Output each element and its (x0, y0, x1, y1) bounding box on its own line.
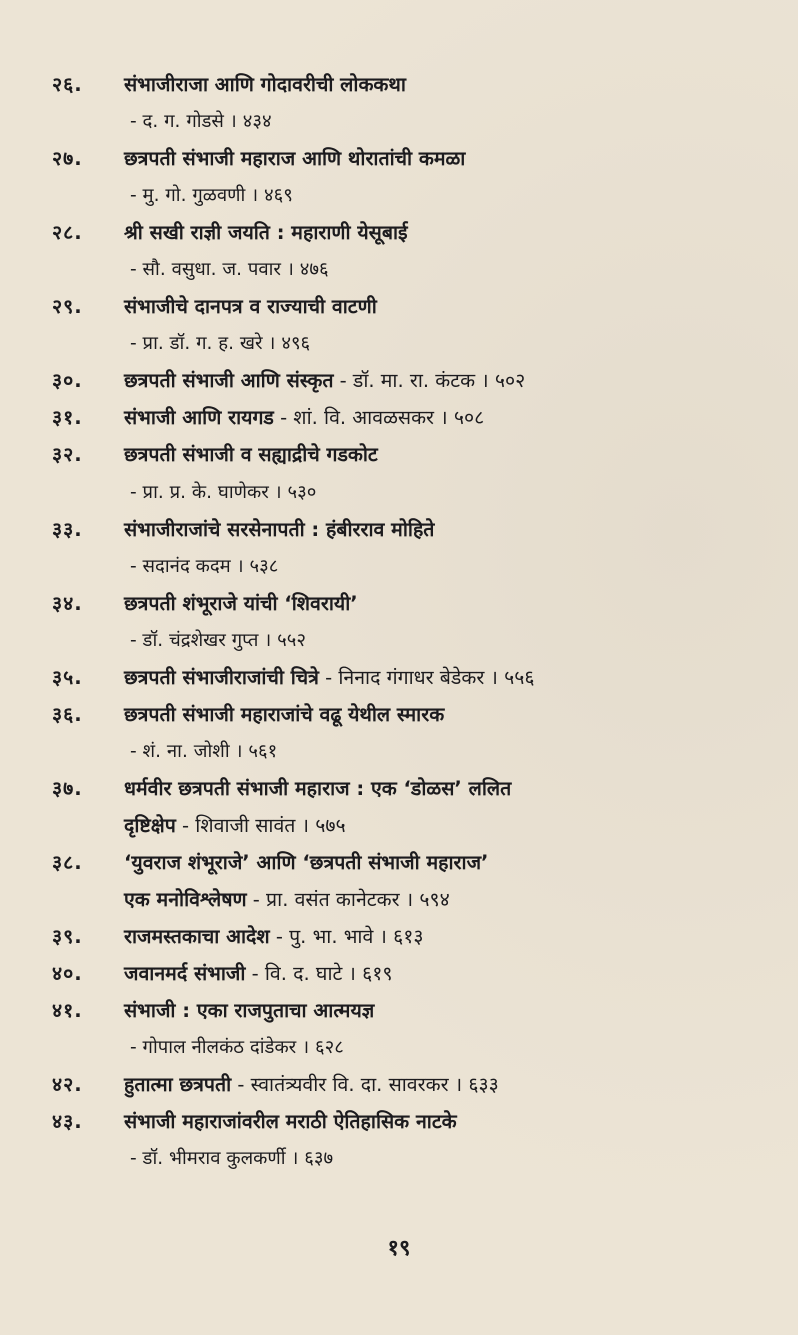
entry-title-part-2: एक मनोविश्लेषण (124, 888, 247, 912)
entry-author: - सदानंद कदम । ५३८ (130, 555, 279, 577)
entry-title-line (124, 214, 752, 251)
toc-entry (52, 399, 752, 436)
table-of-contents (52, 66, 752, 1177)
entry-author: - प्रा. डॉ. ग. ह. खरे । ४९६ (130, 333, 311, 355)
entry-title: छत्रपती संभाजी आणि संस्कृत (124, 369, 334, 393)
toc-entry (52, 844, 752, 918)
entry-title-line (124, 288, 752, 325)
toc-entry (52, 288, 752, 362)
entry-title: जवानमर्द संभाजी (124, 962, 246, 986)
toc-entry (52, 66, 752, 140)
entry-title: संभाजी : एका राजपुताचा आत्मयज्ञ (124, 999, 375, 1023)
entry-number: ४०. (52, 962, 83, 986)
entry-number: ३५. (52, 665, 83, 689)
entry-title: संभाजीराजांचे सरसेनापती : हंबीरराव मोहिते (124, 517, 435, 541)
entry-author: - डॉ. चंद्रशेखर गुप्त । ५५२ (130, 629, 307, 651)
toc-entry (52, 659, 752, 696)
entry-title-line (124, 1066, 752, 1103)
entry-author: - प्रा. वसंत कानेटकर । ५९४ (246, 888, 450, 912)
entry-title: छत्रपती संभाजी महाराज आणि थोरातांची कमळा (124, 147, 466, 171)
entry-number: ४२. (52, 1073, 83, 1097)
entry-title-line (124, 436, 752, 473)
entry-author: - द. ग. गोडसे । ४३४ (130, 111, 272, 133)
entry-number: २६. (52, 73, 83, 96)
toc-entry (52, 770, 752, 844)
page-number: १९ (387, 1236, 411, 1261)
entry-title-line (124, 140, 752, 177)
toc-entry (52, 992, 752, 1066)
entry-number: ३७. (52, 776, 83, 800)
entry-author: - स्वातंत्र्यवीर वि. दा. सावरकर । ६३३ (231, 1073, 499, 1097)
entry-title: छत्रपती संभाजीराजांची चित्रे (124, 665, 319, 689)
entry-author: - गोपाल नीलकंठ दांडेकर । ६२८ (130, 1037, 344, 1059)
entry-author: - डॉ. भीमराव कुलकर्णी । ६३७ (130, 1148, 334, 1170)
entry-title: हुतात्मा छत्रपती (124, 1073, 232, 1097)
entry-title-line (124, 844, 752, 881)
entry-number: २७. (52, 147, 83, 171)
toc-entry (52, 436, 752, 510)
toc-entry (52, 362, 752, 399)
toc-entry (52, 1103, 752, 1177)
entry-title-line (124, 918, 752, 955)
entry-author: - शं. ना. जोशी । ५६१ (130, 740, 278, 762)
entry-title: संभाजी महाराजांवरील मराठी ऐतिहासिक नाटके (124, 1110, 457, 1134)
entry-title: छत्रपती शंभूराजे यांची ‘शिवरायी’ (124, 591, 358, 615)
entry-number: २९. (52, 295, 83, 319)
entry-author: - निनाद गंगाधर बेडेकर । ५५६ (318, 665, 535, 689)
entry-number: ३१. (52, 406, 83, 430)
entry-title-line (124, 511, 752, 548)
entry-title: संभाजीचे दानपत्र व राज्याची वाटणी (124, 295, 377, 319)
entry-number: ४३. (52, 1110, 83, 1134)
entry-title: संभाजीराजा आणि गोदावरीची लोककथा (124, 73, 406, 96)
entry-author: - पु. भा. भावे । ६१३ (269, 925, 424, 949)
toc-entry (52, 1066, 752, 1103)
entry-author: - शिवाजी सावंत । ५७५ (175, 813, 346, 837)
entry-title: राजमस्तकाचा आदेश (124, 925, 270, 949)
entry-title-continuation (124, 881, 752, 918)
toc-entry (52, 696, 752, 770)
entry-title-line (124, 992, 752, 1029)
entry-number: ३४. (52, 591, 83, 615)
entry-number: ३०. (52, 369, 83, 393)
entry-title-line (124, 659, 752, 696)
entry-title-line (124, 399, 752, 436)
entry-title-part-2: दृष्टिक्षेप (124, 813, 176, 837)
entry-title-line (124, 696, 752, 733)
entry-author: - सौ. वसुधा. ज. पवार । ४७६ (130, 259, 329, 281)
entry-title: श्री सखी राज्ञी जयति : महाराणी येसूबाई (124, 221, 408, 245)
entry-title: छत्रपती संभाजी व सह्याद्रीचे गडकोट (124, 443, 378, 467)
entry-title-line (124, 362, 752, 399)
entry-title: छत्रपती संभाजी महाराजांचे वढू येथील स्मारक (124, 702, 445, 726)
entry-title: ‘युवराज शंभूराजे’ आणि ‘छत्रपती संभाजी महाराज’ (124, 850, 489, 874)
entry-title-line (124, 1103, 752, 1140)
entry-author: - डॉ. मा. रा. कंटक । ५०२ (333, 369, 526, 393)
entry-number: ४१. (52, 999, 83, 1023)
toc-entry (52, 140, 752, 214)
entry-title-line (124, 585, 752, 622)
entry-number: ३८. (52, 850, 83, 874)
toc-entry (52, 511, 752, 585)
toc-entry (52, 955, 752, 992)
entry-author: - शां. वि. आवळसकर । ५०८ (273, 406, 485, 430)
entry-title-line (124, 66, 752, 103)
entry-title: संभाजी आणि रायगड (124, 406, 274, 430)
toc-entry (52, 214, 752, 288)
entry-author: - प्रा. प्र. के. घाणेकर । ५३० (130, 481, 317, 503)
entry-number: ३६. (52, 702, 83, 726)
entry-number: ३९. (52, 925, 83, 949)
entry-title: धर्मवीर छत्रपती संभाजी महाराज : एक ‘डोळस’ ललित (124, 776, 512, 800)
toc-entry (52, 585, 752, 659)
entry-title-line (124, 955, 752, 992)
toc-entry (52, 918, 752, 955)
entry-number: २८. (52, 221, 83, 245)
entry-number: ३३. (52, 517, 83, 541)
entry-title-continuation (124, 807, 752, 844)
entry-number: ३२. (52, 443, 83, 467)
entry-author: - वि. द. घाटे । ६१९ (245, 962, 393, 986)
entry-author: - मु. गो. गुळवणी । ४६९ (130, 185, 293, 207)
entry-title-line (124, 770, 752, 807)
